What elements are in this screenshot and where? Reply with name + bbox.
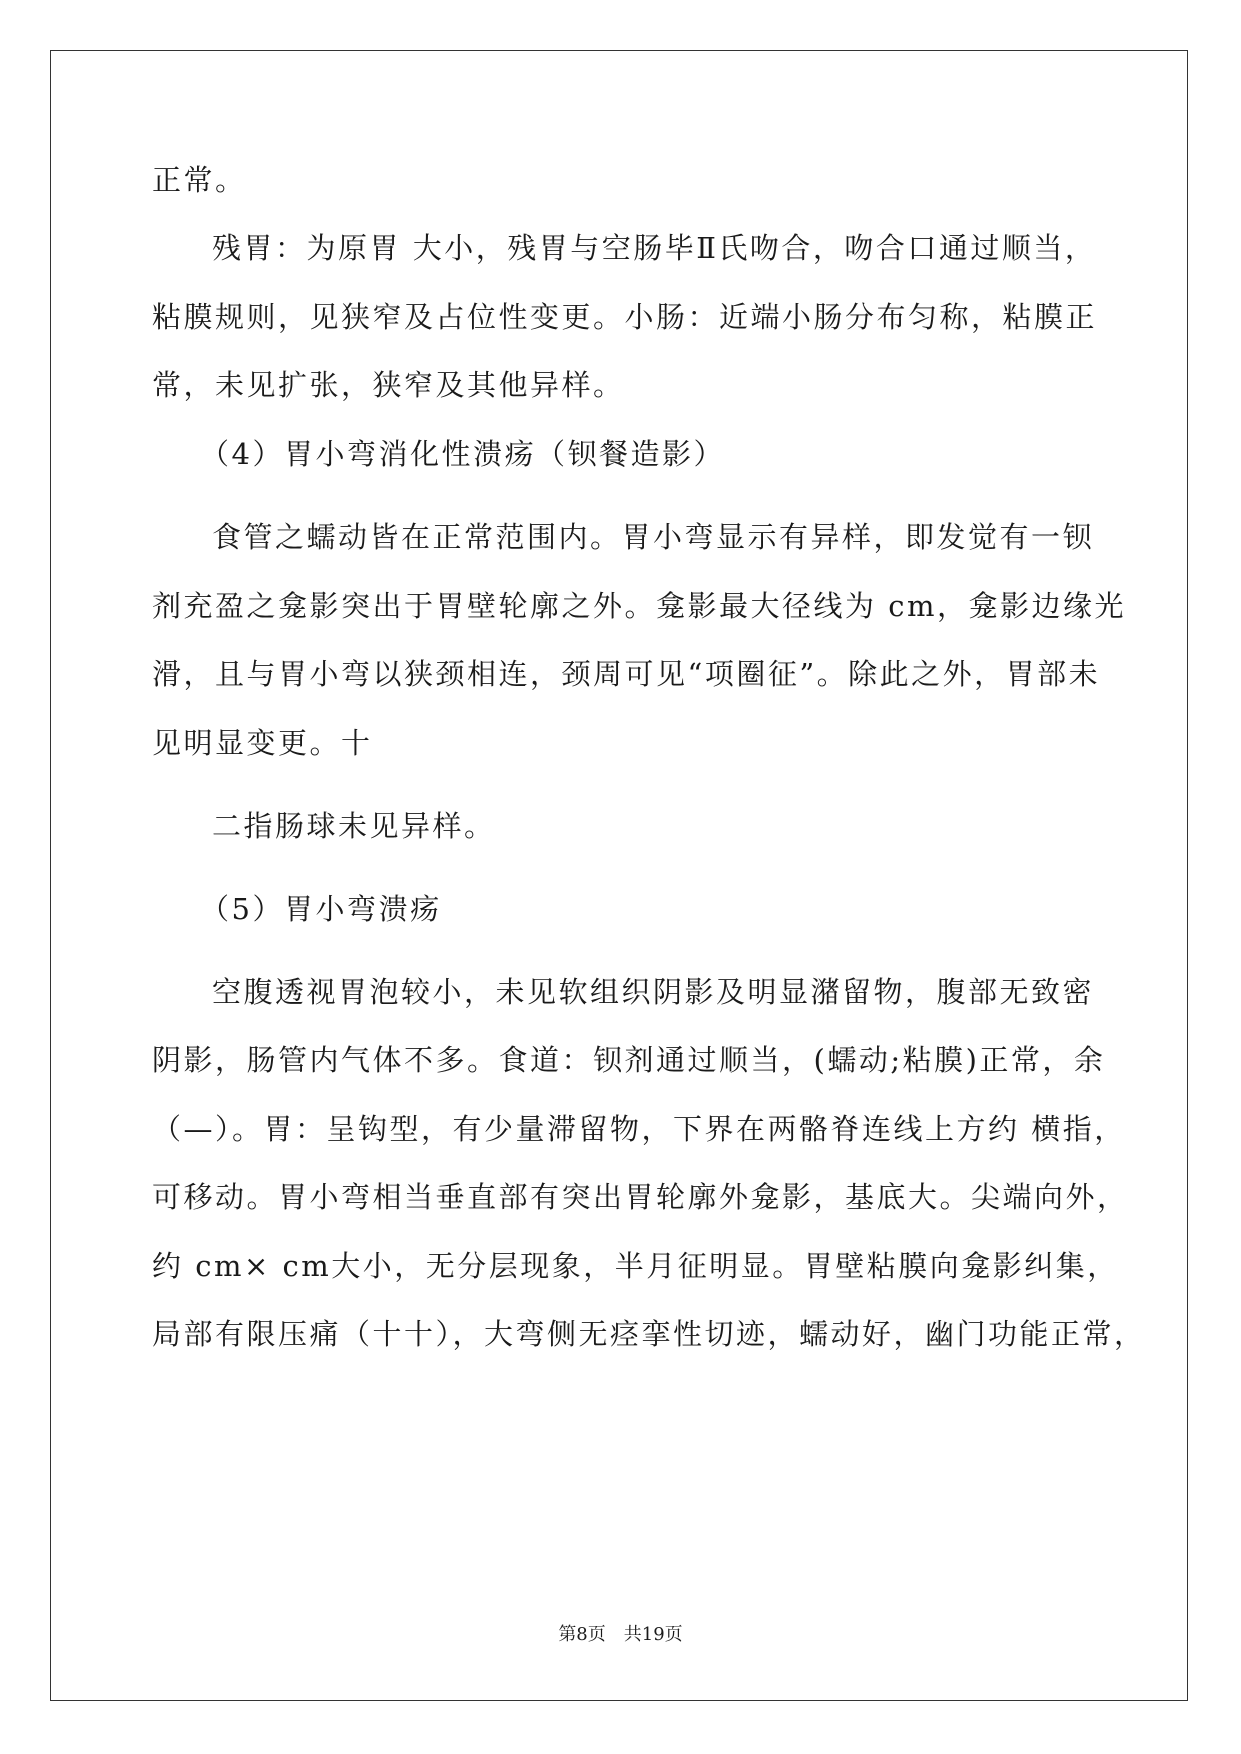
text-line: 可移动。胃小弯相当垂直部有突出胃轮廓外龛影，基底大。尖端向外， <box>152 1180 1129 1214</box>
text-line: 滑，且与胃小弯以狭颈相连，颈周可见“项圈征”。除此之外，胃部未 <box>152 657 1101 691</box>
section-heading: （5）胃小弯溃疡 <box>200 892 442 926</box>
text-line: 正常。 <box>152 163 247 197</box>
text-line: 二指肠球未见异样。 <box>212 809 496 843</box>
page-number-footer: 第8页 共19页 <box>558 1624 683 1645</box>
text-line: 食管之蠕动皆在正常范围内。胃小弯显示有异样，即发觉有一钡 <box>212 520 1095 554</box>
text-line: 局部有限压痛（十十），大弯侧无痉挛性切迹，蠕动好，幽门功能正常， <box>152 1317 1146 1351</box>
text-line: 残胃：为原胃 大小，残胃与空肠毕Ⅱ氏吻合，吻合口通过顺当， <box>212 231 1097 265</box>
text-line: 粘膜规则，见狭窄及占位性变更。小肠：近端小肠分布匀称，粘膜正 <box>152 300 1098 334</box>
text-line: 空腹透视胃泡较小，未见软组织阴影及明显潴留物，腹部无致密 <box>212 975 1095 1009</box>
section-heading: （4）胃小弯消化性溃疡（钡餐造影） <box>200 437 725 471</box>
text-line: 剂充盈之龛影突出于胃壁轮廓之外。龛影最大径线为 cm，龛影边缘光 <box>152 589 1126 623</box>
text-line: 阴影，肠管内气体不多。食道：钡剂通过顺当，(蠕动;粘膜)正常，余 <box>152 1043 1106 1077</box>
text-line: 常，未见扩张，狭窄及其他异样。 <box>152 368 625 402</box>
text-line: （—）。胃：呈钩型，有少量滞留物，下界在两骼脊连线上方约 横指， <box>152 1112 1126 1146</box>
text-line: 见明显变更。十 <box>152 726 373 760</box>
text-line: 约 cm× cm大小，无分层现象，半月征明显。胃壁粘膜向龛影纠集， <box>152 1249 1119 1283</box>
